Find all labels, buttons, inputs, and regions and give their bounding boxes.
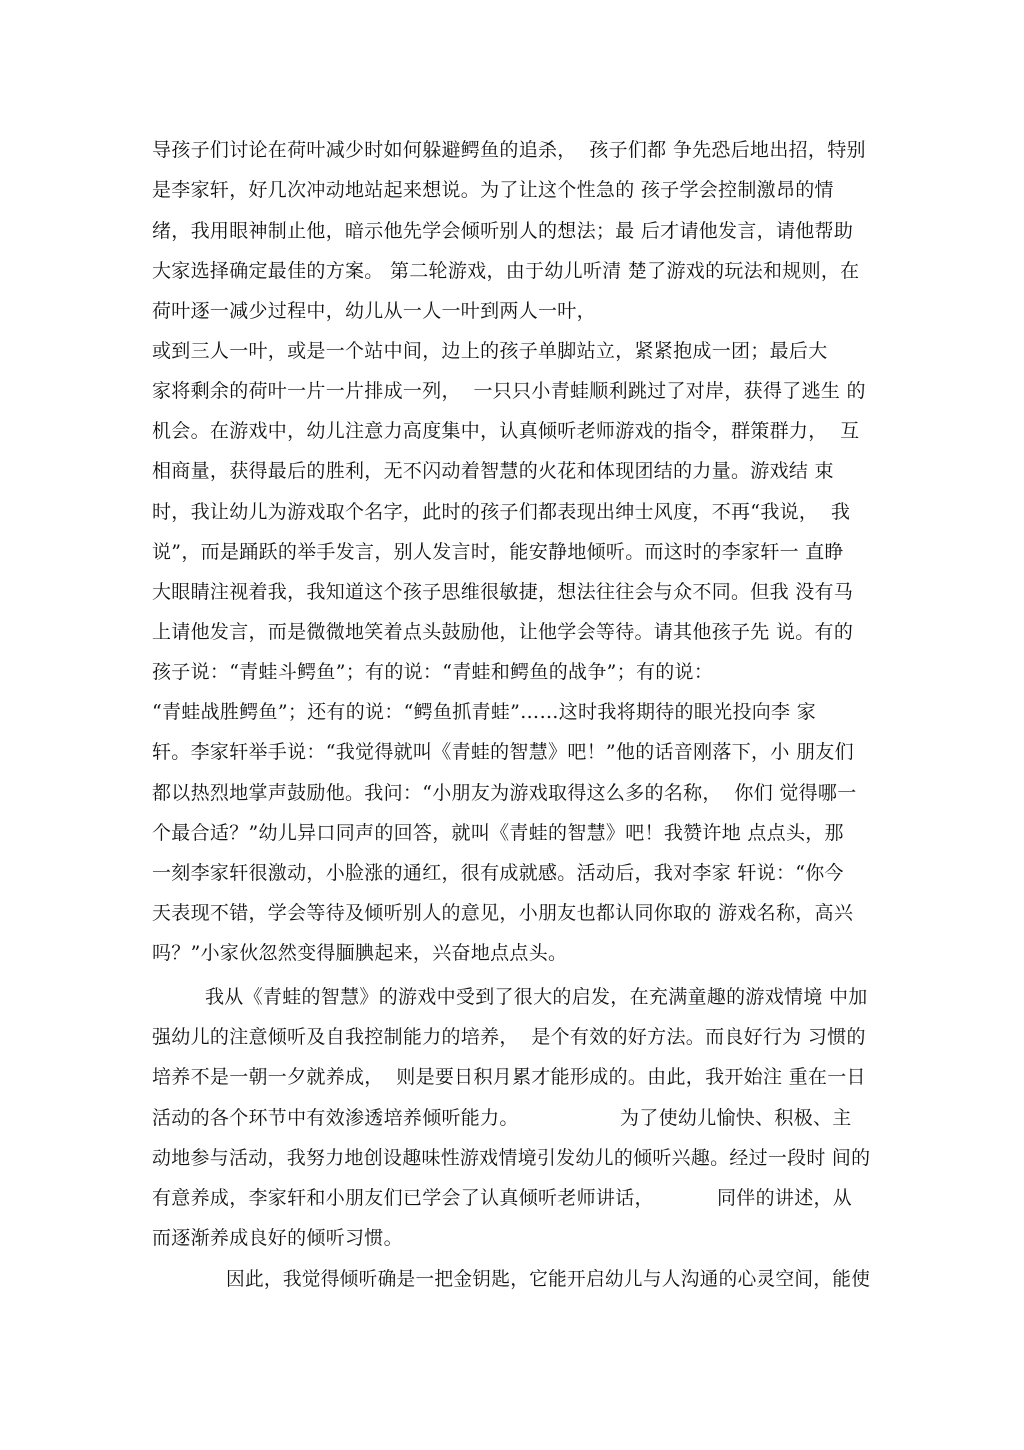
text-line-1: 导孩子们讨论在荷叶减少时如何躲避鳄鱼的追杀， 孩子们都 争先恐后地出招，特别: [152, 139, 866, 161]
text-line-20: 天表现不错，学会等待及倾听别人的意见，小朋友也都认同你取的 游戏名称，高兴: [152, 902, 854, 924]
text-line-4: 大家选择确定最佳的方案。 第二轮游戏，由于幼儿听清 楚了游戏的玩法和规则，在: [152, 260, 860, 282]
text-line-7: 家将剩余的荷叶一片一片排成一列， 一只只小青蛙顺利跳过了对岸，获得了逃生 的: [152, 380, 866, 402]
text-line-28: 而逐渐养成良好的倾听习惯。: [152, 1227, 403, 1249]
text-line-26: 动地参与活动，我努力地创设趣味性游戏情境引发幼儿的倾听兴趣。经过一段时 间的: [152, 1147, 871, 1169]
text-line-23: 强幼儿的注意倾听及自我控制能力的培养， 是个有效的好方法。而良好行为 习惯的: [152, 1026, 866, 1048]
text-line-13: 上请他发言，而是微微地笑着点头鼓励他，让他学会等待。请其他孩子先 说。有的: [152, 621, 854, 643]
text-line-15: “青蛙战胜鳄鱼”；还有的说：“鳄鱼抓青蛙”……这时我将期待的眼光投向李 家: [152, 701, 816, 723]
text-line-12: 大眼睛注视着我，我知道这个孩子思维很敏捷，想法往往会与众不同。但我 没有马: [152, 581, 854, 603]
text-line-24: 培养不是一朝一夕就养成， 则是要日积月累才能形成的。由此，我开始注 重在一日: [152, 1066, 866, 1088]
text-line-27: 有意养成，李家轩和小朋友们已学会了认真倾听老师讲话，: [152, 1187, 654, 1209]
text-line-3: 绪，我用眼神制止他，暗示他先学会倾听别人的想法；最 后才请他发言，请他帮助: [152, 220, 854, 242]
text-line-25: 活动的各个环节中有效渗透培养倾听能力。: [152, 1107, 519, 1129]
text-line-5: 荷叶逐一减少过程中，幼儿从一人一叶到两人一叶，: [152, 300, 596, 322]
text-line-10: 时，我让幼儿为游戏取个名字，此时的孩子们都表现出绅士风度，不再“我说， 我: [152, 501, 851, 523]
text-line-22: 我从《青蛙的智慧》的游戏中受到了很大的启发，在充满童趣的游戏情境 中加: [205, 986, 868, 1008]
text-line-2: 是李家轩，好几次冲动地站起来想说。为了让这个性急的 孩子学会控制激昂的情: [152, 179, 834, 201]
text-line-25b: 为了使幼儿愉快、积极、主: [620, 1107, 852, 1129]
text-line-27b: 同伴的讲述，从: [717, 1187, 853, 1209]
text-line-17: 都以热烈地掌声鼓励他。我问：“小朋友为游戏取得这么多的名称， 你们 觉得哪一: [152, 782, 857, 804]
text-line-11: 说”，而是踊跃的举手发言，别人发言时，能安静地倾听。而这时的李家轩一 直睁: [152, 541, 844, 563]
text-line-6: 或到三人一叶，或是一个站中间，边上的孩子单脚站立，紧紧抱成一团；最后大: [152, 340, 828, 362]
text-line-29: 因此，我觉得倾听确是一把金钥匙，它能开启幼儿与人沟通的心灵空间，能使: [226, 1268, 871, 1290]
text-line-19: 一刻李家轩很激动，小脸涨的通红，很有成就感。活动后，我对李家 轩说：“你今: [152, 862, 844, 884]
text-line-21: 吗？”小家伙忽然变得腼腆起来，兴奋地点点头。: [152, 942, 568, 964]
text-line-9: 相商量，获得最后的胜利，无不闪动着智慧的火花和体现团结的力量。游戏结 束: [152, 460, 834, 482]
text-line-8: 机会。在游戏中，幼儿注意力高度集中，认真倾听老师游戏的指令，群策群力， 互: [152, 420, 860, 442]
text-line-18: 个最合适？”幼儿异口同声的回答，就叫《青蛙的智慧》吧！我赞许地 点点头，那: [152, 822, 844, 844]
text-line-16: 轩。李家轩举手说：“我觉得就叫《青蛙的智慧》吧！”他的话音刚落下，小 朋友们: [152, 741, 854, 763]
text-line-14: 孩子说：“青蛙斗鳄鱼”；有的说：“青蛙和鳄鱼的战争”；有的说：: [152, 661, 714, 683]
